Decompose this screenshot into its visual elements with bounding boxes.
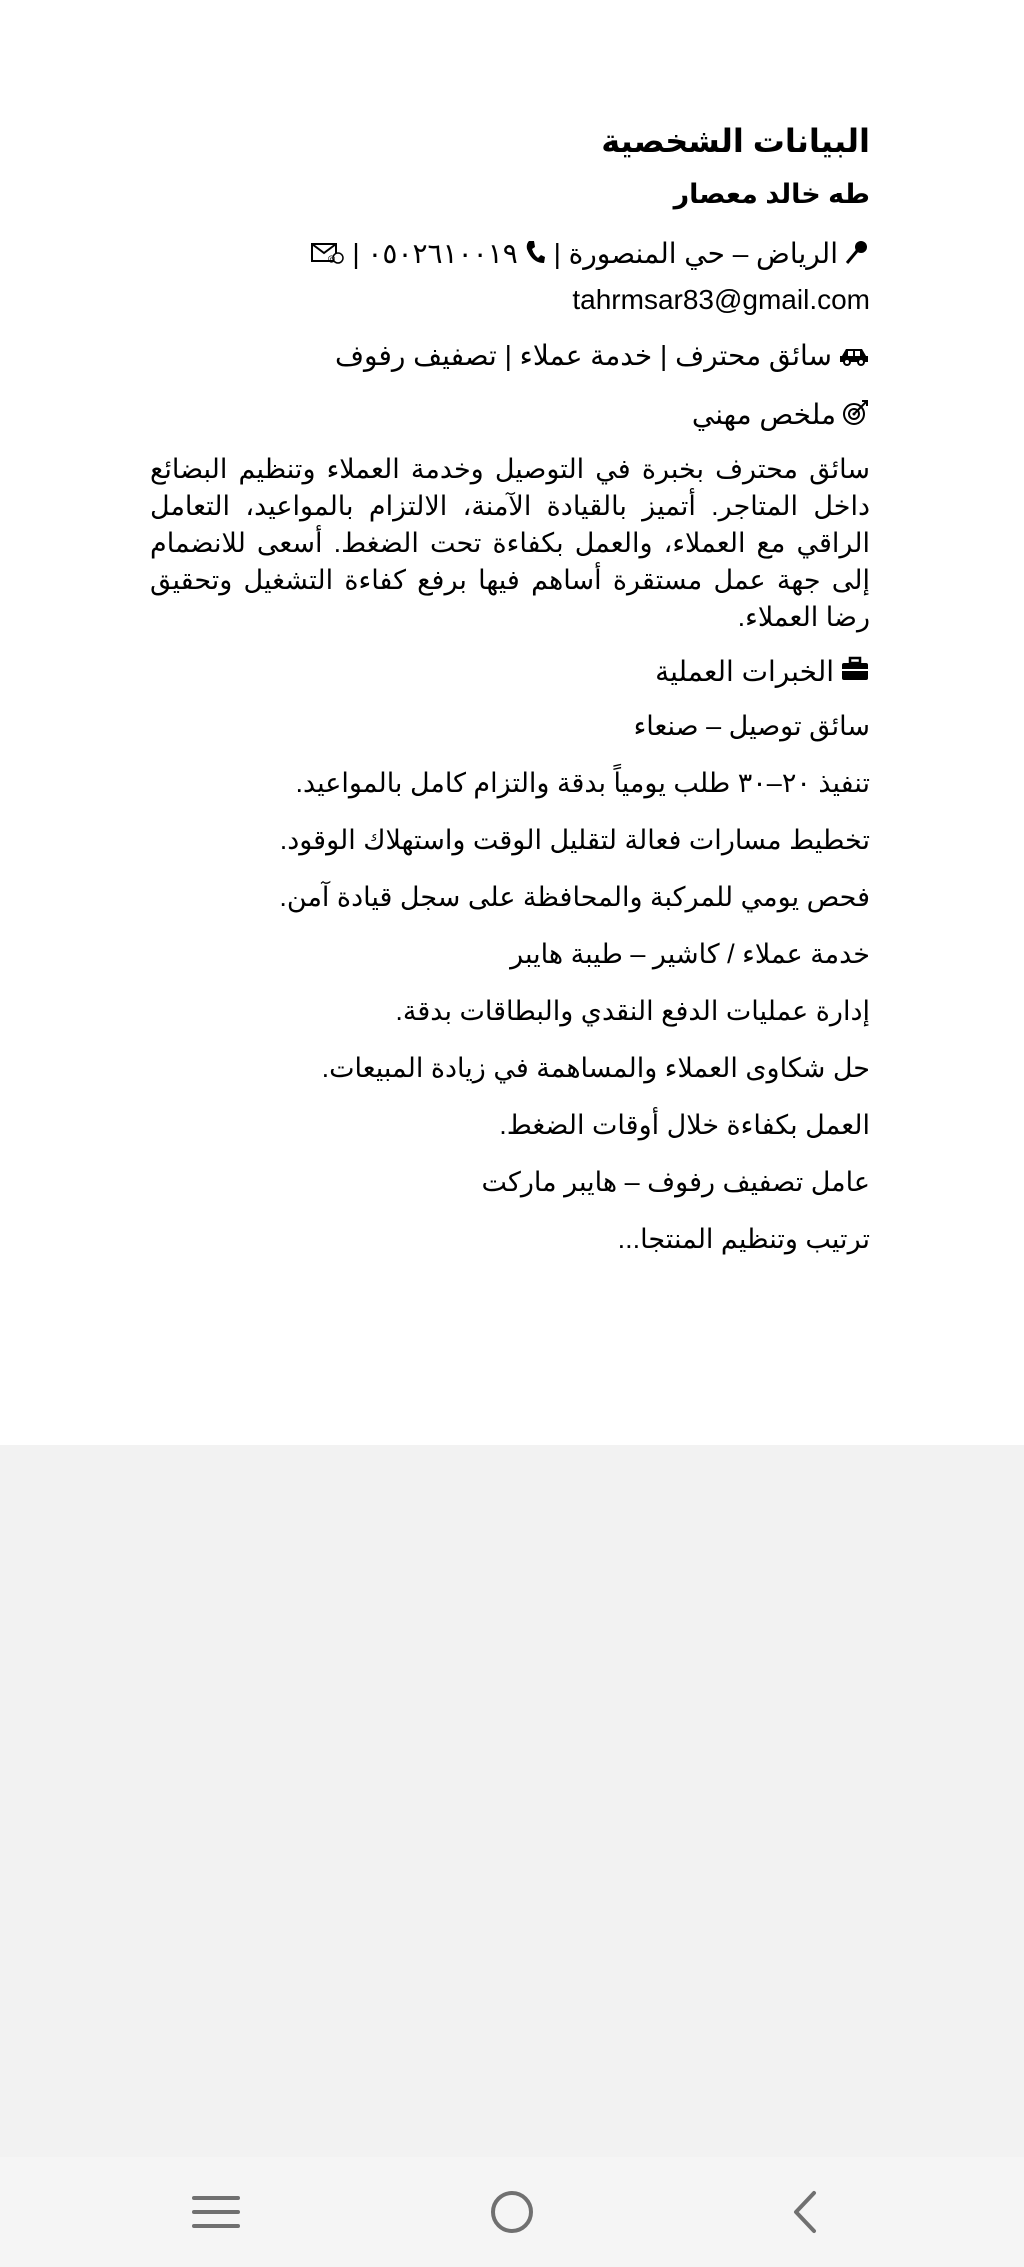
summary-heading-text: ملخص مهني	[691, 399, 836, 431]
experience-line: ترتيب وتنظيم المنتجا...	[617, 1224, 870, 1255]
car-icon	[838, 335, 870, 379]
person-name: طه خالد معصار	[673, 179, 870, 209]
email-icon	[311, 234, 345, 278]
home-button[interactable]	[482, 2185, 542, 2239]
experience-line: إدارة عمليات الدفع النقدي والبطاقات بدقة.	[395, 996, 870, 1027]
experience-heading	[150, 650, 870, 696]
experience-line: فحص يومي للمركبة والمحافظة على سجل قيادة آمن.	[279, 882, 870, 913]
experience-line: سائق توصيل – صنعاء	[633, 711, 870, 742]
section-title-personal-info: البيانات الشخصية	[601, 123, 870, 159]
summary-heading	[150, 393, 870, 439]
target-icon	[842, 395, 870, 439]
experience-line: تنفيذ ٢٠–٣٠ طلب يومياً بدقة والتزام كامل بالمواعيد.	[295, 768, 870, 799]
menu-button[interactable]	[186, 2185, 246, 2239]
experience-list	[150, 707, 870, 1258]
resume-content	[150, 120, 870, 1277]
experience-line: تخطيط مسارات فعالة لتقليل الوقت واستهلاك الوقود.	[279, 825, 870, 856]
experience-heading-text: الخبرات العملية	[655, 655, 834, 687]
experience-line: العمل بكفاءة خلال أوقات الضغط.	[499, 1110, 870, 1141]
svg-text:@: @	[327, 253, 336, 263]
phone-text: ٠٥٠٢٦١٠٠١٩ |	[352, 238, 518, 269]
phone-icon	[524, 234, 546, 278]
experience-line: حل شكاوى العملاء والمساهمة في زيادة المبيعات.	[321, 1053, 870, 1084]
experience-line: خدمة عملاء / كاشير – طيبة هايبر	[510, 939, 870, 970]
back-chevron-icon	[776, 2185, 836, 2239]
home-circle-icon	[482, 2185, 542, 2239]
email-text: tahrmsar83@gmail.com	[572, 283, 870, 315]
back-button[interactable]	[776, 2185, 836, 2239]
experience-line: عامل تصفيف رفوف – هايبر ماركت	[481, 1167, 870, 1198]
location-text: الرياض – حي المنصورة |	[553, 238, 838, 269]
system-navigation-bar	[0, 2157, 1024, 2267]
roles-text: سائق محترف | خدمة عملاء | تصفيف رفوف	[335, 339, 832, 371]
summary-paragraph: سائق محترف بخبرة في التوصيل وخدمة العملاء وتنظيم البضائع داخل المتاجر. أتميز بالقيادة الآمنة، الالتزام بالمواعيد، التعامل الراقي مع العملاء، والعمل بكفاءة تحت الضغط. أسعى للانضمام إلى جهة عمل مستقرة أساهم فيها برفع كفاءة التشغيل وتحقيق رضا العملاء.	[150, 453, 870, 632]
contact-line	[150, 232, 870, 322]
pin-icon	[844, 234, 870, 278]
briefcase-icon	[840, 651, 870, 695]
roles-line	[150, 334, 870, 380]
menu-icon	[186, 2185, 246, 2239]
